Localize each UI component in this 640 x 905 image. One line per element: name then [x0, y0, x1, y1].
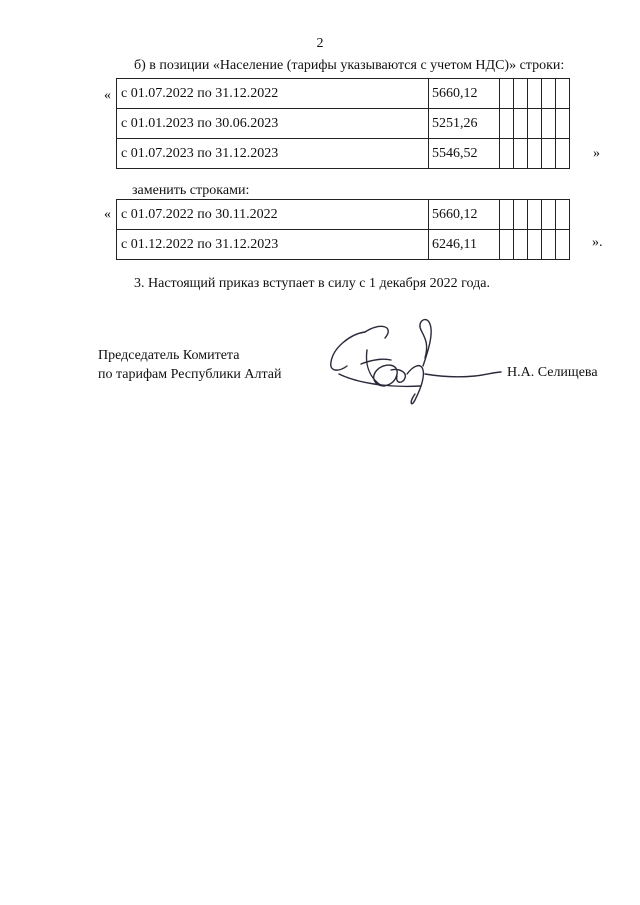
handwritten-signature — [325, 314, 505, 414]
signatory-title — [98, 346, 281, 384]
table-row — [117, 139, 570, 169]
value-cell: 6246,11 — [429, 230, 500, 260]
period-cell: с 01.01.2023 по 30.06.2023 — [117, 109, 429, 139]
period-cell: с 01.07.2022 по 31.12.2022 — [117, 79, 429, 109]
signatory-title-line1: Председатель Комитета — [98, 348, 240, 363]
new-rows-table — [116, 199, 570, 260]
value-cell: 5660,12 — [429, 200, 500, 230]
period-cell: с 01.07.2023 по 31.12.2023 — [117, 139, 429, 169]
close-quote-old: » — [593, 146, 600, 161]
close-quote-new: ». — [592, 235, 603, 250]
open-quote-new: « — [104, 207, 111, 222]
open-quote-old: « — [104, 88, 111, 103]
table-row — [117, 109, 570, 139]
old-rows-table — [116, 78, 570, 169]
period-cell: с 01.12.2022 по 31.12.2023 — [117, 230, 429, 260]
value-cell: 5251,26 — [429, 109, 500, 139]
page-number: 2 — [316, 36, 324, 51]
value-cell: 5546,52 — [429, 139, 500, 169]
clause-3: 3. Настоящий приказ вступает в силу с 1 декабря 2022 года. — [134, 276, 490, 291]
table-row — [117, 230, 570, 260]
period-cell: с 01.07.2022 по 30.11.2022 — [117, 200, 429, 230]
value-cell: 5660,12 — [429, 79, 500, 109]
replace-text: заменить строками: — [132, 183, 250, 198]
signatory-name: Н.А. Селищева — [507, 365, 598, 380]
intro-text: б) в позиции «Население (тарифы указываются с учетом НДС)» строки: — [134, 58, 565, 73]
signatory-title-line2: по тарифам Республики Алтай — [98, 367, 282, 382]
table-row — [117, 200, 570, 230]
table-row — [117, 79, 570, 109]
